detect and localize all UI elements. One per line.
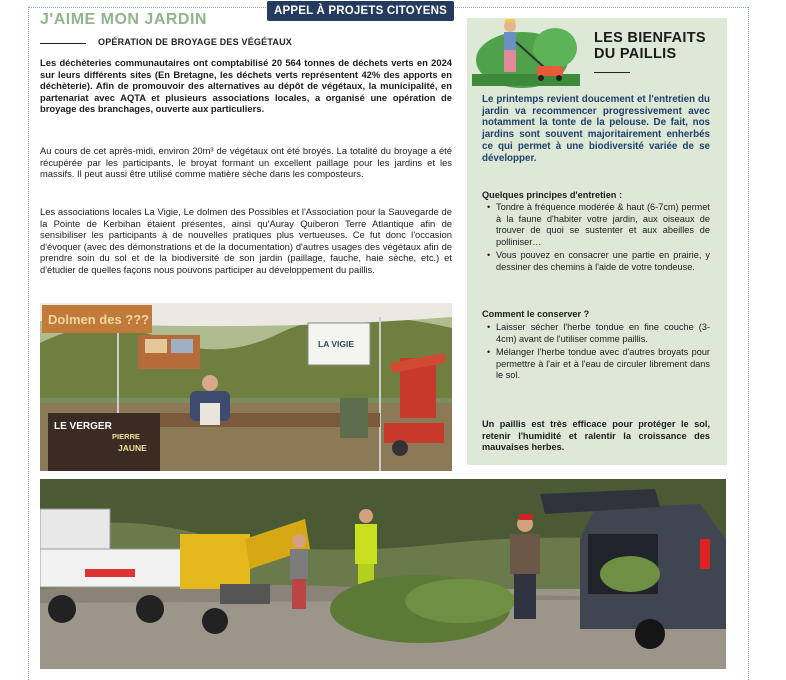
white-truck (40, 509, 110, 549)
subtitle-rule (40, 43, 86, 44)
dolmen-sign-text: Dolmen des ??? (48, 312, 150, 327)
sidebar-conclusion: Un paillis est très efficace pour protéger le sol, retenir l'humidité et ralentir la croissance des mauvaises herbes. (482, 419, 710, 452)
list-item: • Laisser sécher l'herbe tondue en fine couche (3-4cm) avant de l'utiliser comme paillis. (482, 322, 710, 345)
frame-left-border (28, 7, 29, 680)
sidebar-paillis (467, 18, 727, 465)
list-conserver (482, 322, 710, 384)
section-heading-entretien: Quelques principes d'entretien : (482, 190, 623, 200)
sidebar-intro: Le printemps revient doucement et l'entretien du jardin va recommencer progressivement avec notamment la tonte de la pelouse. De fait, nos jardins sont souvent majoritairement enherbés ce qui permet à une biodiversité variée de se développer. (482, 94, 710, 164)
gardener-mowing-illustration (467, 18, 585, 88)
vigie-sign-text: LA VIGIE (318, 339, 355, 349)
paragraph-broyage: Au cours de cet après-midi, environ 20m³ de végétaux ont été broyés. La totalité du broyage a été récupérée par les participants, le broyat formant un excellent paillage pour les jardins et les massifs. Il peut aussi être utilisé comme matière sèche dans les composteurs. (40, 145, 452, 180)
list-item: • Vous pouvez en consacrer une partie en prairie, y dessiner des chemins à l'aide de votre tondeuse. (482, 250, 710, 273)
paragraph-associations: Les associations locales La Vigie, Le dolmen des Possibles et l'Association pour la Sauvegarde de la Pointe de Kerbihan étaient présentes, ainsi qu'Auray Quiberon Terre Atlantique afin de sensibiliser les participants à de nouvelles pratiques plus vertueuses. Ce fut donc l'occasion d'évoquer (avec des démonstrations et de la documentation) d'autres usages des végétaux afin de prendre soin du sol et de la biodiversité de son jardin (paillage, fauche, haie sèche, etc.) et d'étudier de quelles façons nous pouvons participer au développement du paillis. (40, 206, 452, 275)
section-banner: APPEL À PROJETS CITOYENS (267, 1, 454, 21)
verger-sign-line2: PIERRE (112, 432, 140, 441)
paragraph-intro: Les déchèteries communautaires ont comptabilisé 20 564 tonnes de déchets verts en 2024 sur leurs différents sites (En Bretagne, les déchets verts représentent 42% des apports en déchèterie). Afin de promouvoir des alternatives au dépôt de végétaux, la municipalité, en partenariat avec AQTA et plusieurs associations locales, a organisé une opération de broyage des branchages, ouverte aux particuliers. (40, 57, 452, 115)
list-item: • Tondre à fréquence modérée & haut (6-7cm) permet à la faune d'habiter votre jardin, aux oiseaux de trouver de quoi se sustenter et aux abeilles de polliniser… (482, 202, 710, 248)
sidebar-title-line1: LES BIENFAITS (594, 30, 706, 46)
volunteer-grey (290, 549, 308, 579)
sidebar-title-rule (594, 72, 630, 73)
volunteer-hivis (355, 524, 377, 564)
article-subtitle: OPÉRATION DE BROYAGE DES VÉGÉTAUX (98, 37, 292, 47)
section-heading-conserver: Comment le conserver ? (482, 309, 590, 319)
sidebar-title (594, 30, 706, 62)
list-item: • Mélanger l'herbe tondue avec d'autres broyats pour permettre à l'air et à l'eau de circuler librement dans le sol. (482, 347, 710, 382)
sidebar-title-line2: DU PAILLIS (594, 46, 677, 62)
verger-sign-line3: JAUNE (118, 443, 147, 453)
yellow-shredder (180, 534, 250, 589)
article-title: J'AIME MON JARDIN (40, 11, 207, 28)
broyage-photo-illustration (40, 479, 726, 669)
stand-photo-illustration (40, 303, 452, 471)
photo-broyage-operation (40, 479, 726, 669)
verger-sign-line1: LE VERGER (54, 421, 112, 432)
volunteer-red-cap (510, 534, 540, 574)
photo-stand-associations (40, 303, 452, 471)
frame-right-border (748, 7, 749, 680)
list-entretien (482, 202, 710, 275)
